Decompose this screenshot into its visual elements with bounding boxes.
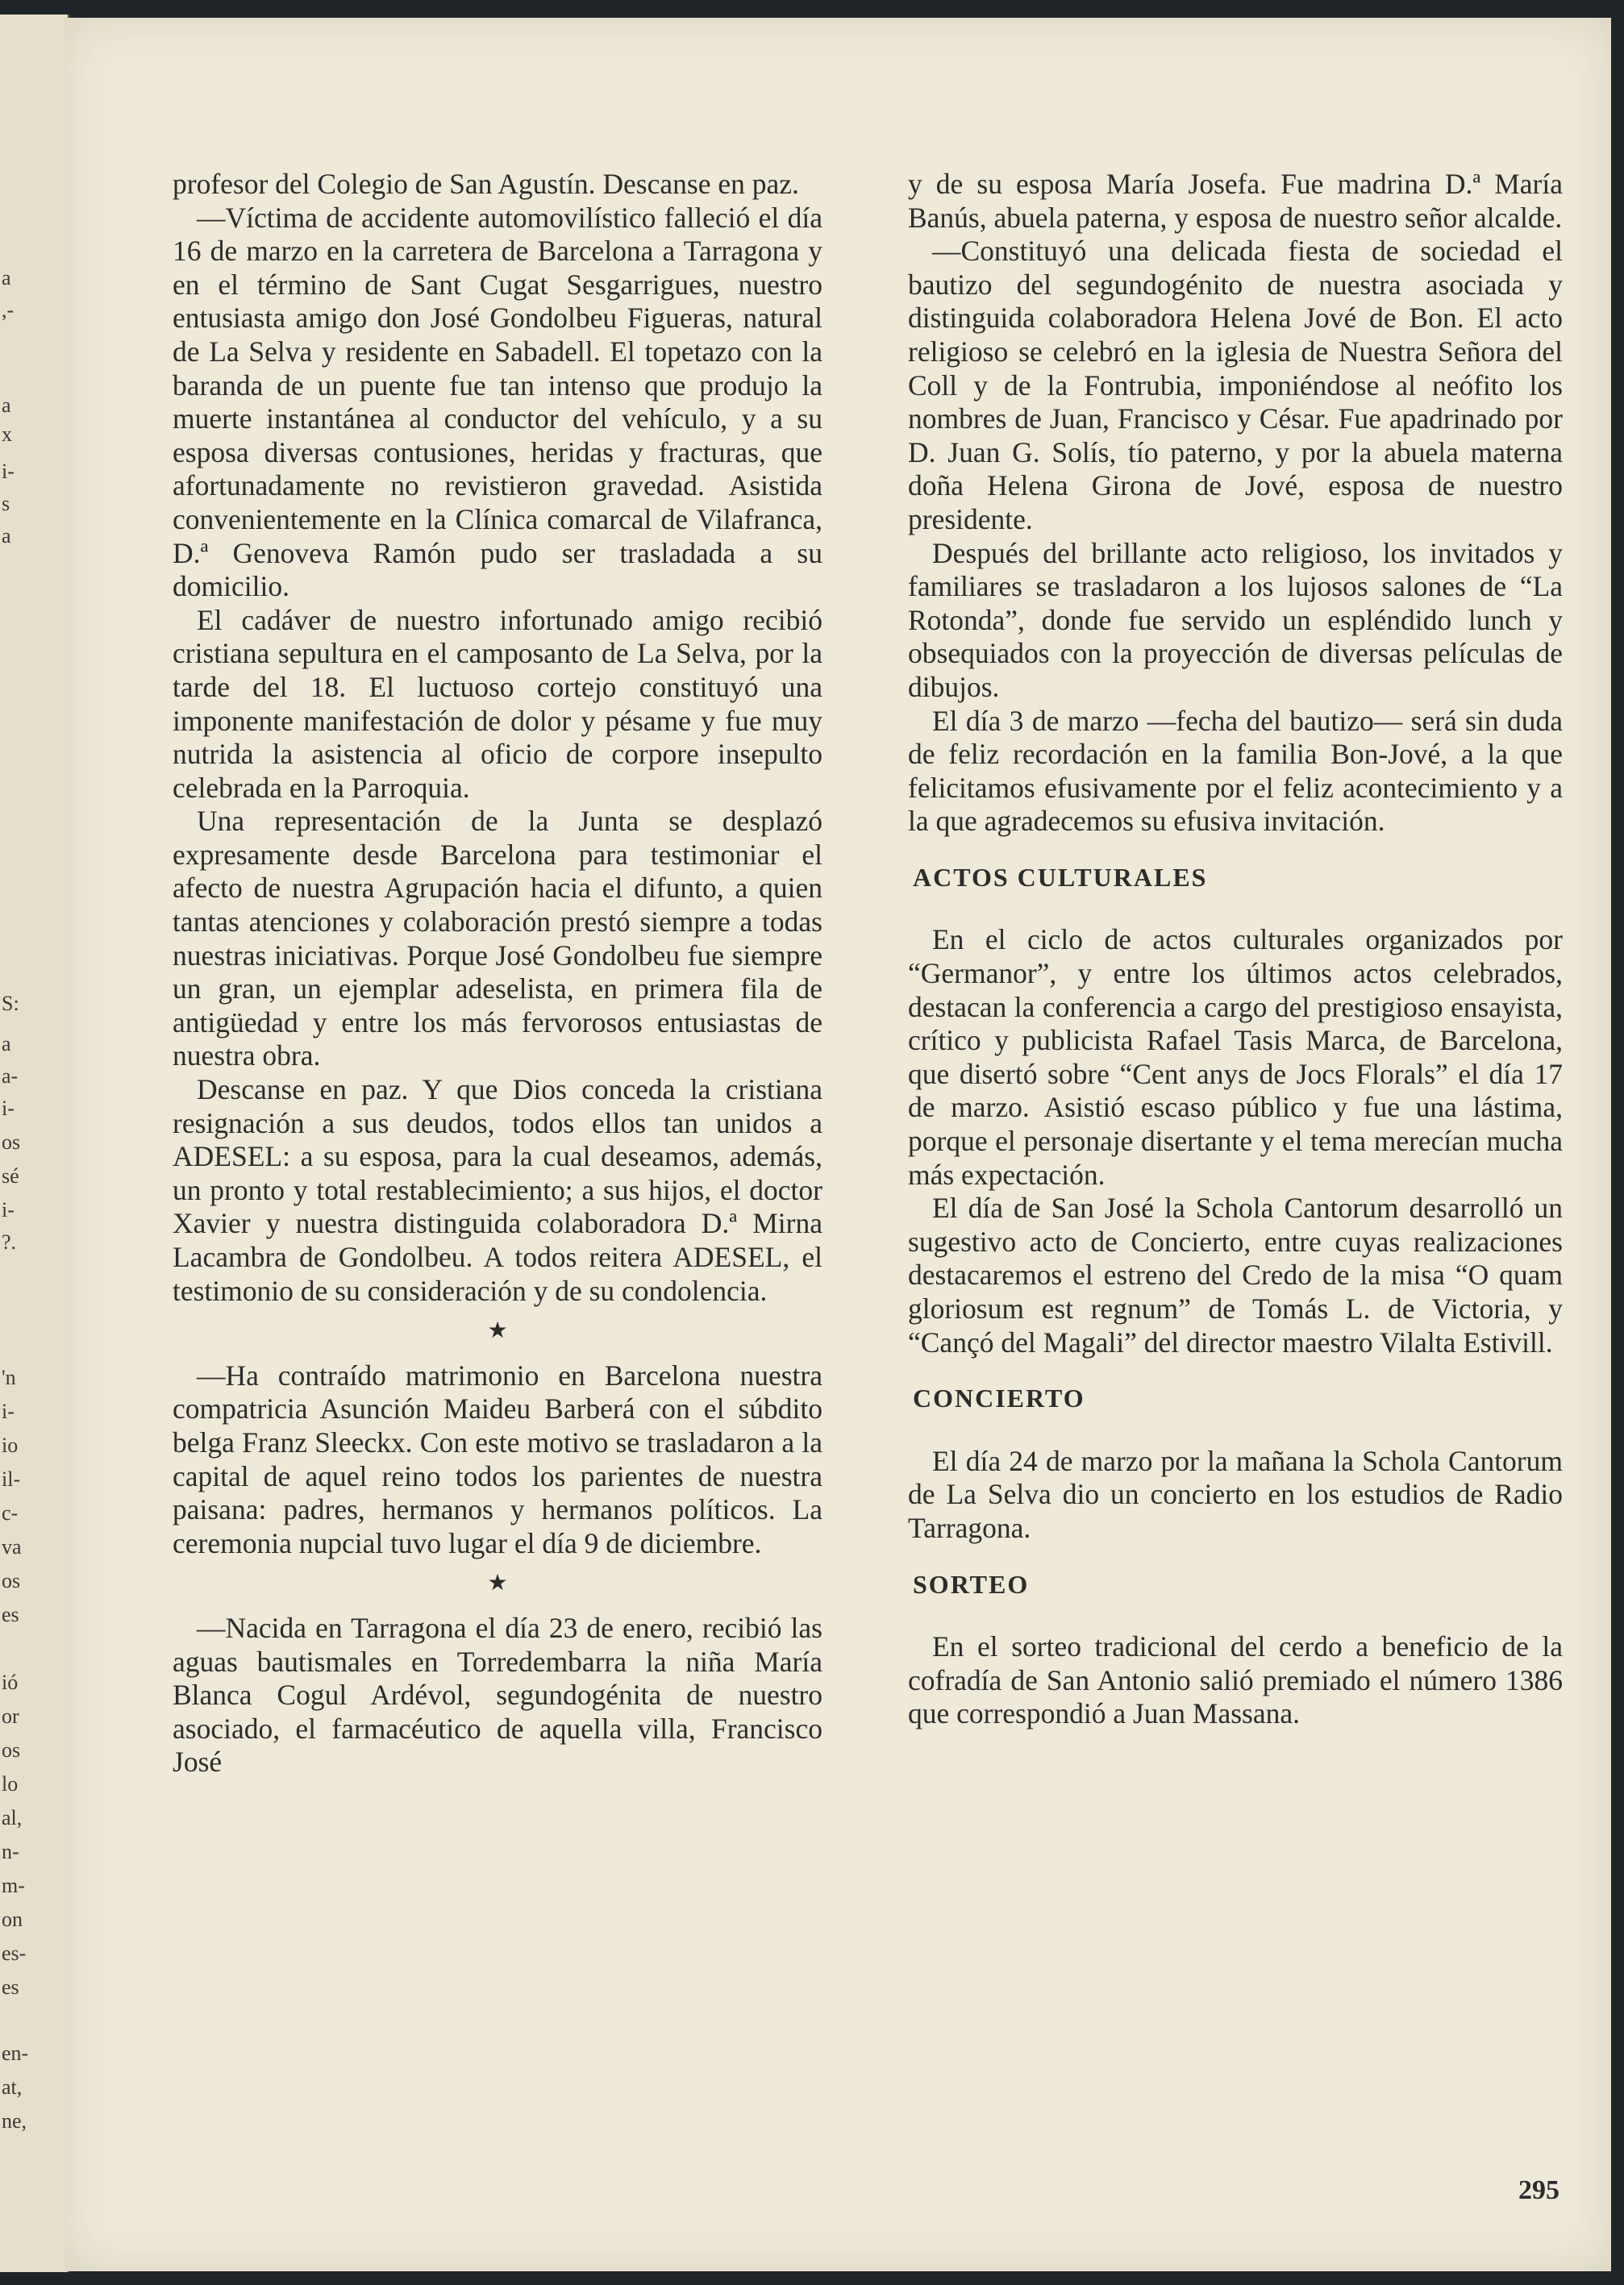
prev-page-fragment: es	[2, 1603, 19, 1626]
prev-page-fragment: a	[2, 1032, 11, 1055]
page-number: 295	[1518, 2175, 1559, 2205]
paragraph: El día 24 de marzo por la mañana la Schola Cantorum de La Selva dio un concierto en los estudios de Radio Tarragona.	[908, 1444, 1563, 1544]
paragraph: El cadáver de nuestro infortunado amigo recibió cristiana sepultura en el camposanto de La Selva, por la tarde del 18. El luctuoso cortejo constituyó una imponente manifestación de dolor y pésame y fue muy nutrida la asistencia al oficio de corpore insepulto celebrada en la Parroquia.	[173, 603, 822, 804]
section-heading-actos-culturales: ACTOS CULTURALES	[913, 862, 1208, 892]
prev-page-fragment: a	[2, 266, 11, 289]
prev-page-fragment: va	[2, 1535, 22, 1559]
prev-page-fragment: es-	[2, 1942, 27, 1965]
prev-page-fragment: 'n	[2, 1366, 16, 1389]
paragraph: Descanse en paz. Y que Dios conceda la cristiana resignación a sus deudos, todos ellos tan unidos a ADESEL: a su esposa, para la cual deseamos, además, un pronto y total restablecimiento; a sus hijos, el doctor Xavier y nuestra distinguida colaboradora D.ª Mirna Lacambra de Gondolbeu. A todos reitera ADESEL, el testimonio de su consideración y de su condolencia.	[173, 1073, 822, 1307]
prev-page-fragment: ?.	[2, 1230, 17, 1254]
prev-page-fragment: os	[2, 1130, 21, 1154]
prev-page-fragment: i-	[2, 1400, 15, 1423]
prev-page-fragment: x	[2, 422, 12, 446]
paragraph: y de su esposa María Josefa. Fue madrina D.ª María Banús, abuela paterna, y esposa de nuestro señor alcalde.	[908, 168, 1563, 234]
prev-page-fragment: es	[2, 1975, 19, 1999]
paragraph: Una representación de la Junta se desplazó expresamente desde Barcelona para testimoniar el afecto de nuestra Agrupación hacia el difunto, a quien tantas atenciones y colaboración prestó siempre a todas nuestras iniciativas. Porque José Gondolbeu fue siempre un gran, un ejemplar adeselista, en primera fila de antigüedad y entre los más fervorosos entusiastas de nuestra obra.	[173, 805, 822, 1072]
prev-page-fragment: m-	[2, 1874, 25, 1897]
prev-page-fragment: al,	[2, 1806, 23, 1829]
paragraph: El día 3 de marzo —fecha del bautizo— será sin duda de feliz recordación en la familia Bon-Jové, a la que felicitamos efusivamente por el feliz acontecimiento y a la que agradecemos su efusiva invitación.	[908, 704, 1563, 838]
prev-page-fragment: en-	[2, 2042, 29, 2065]
paragraph: En el ciclo de actos culturales organizados por “Germanor”, y entre los últimos actos celebrados, destacan la conferencia a cargo del prestigioso ensayista, crítico y publicista Rafael Tasis Marca, de Barcelona, que disertó sobre “Cent anys de Jocs Florals” el día 17 de marzo. Asistió escaso público y fue una lástima, porque el personaje disertante y el tema merecían mucha más expectación.	[908, 923, 1563, 1191]
prev-page-fragment: a	[2, 524, 11, 547]
left-column	[173, 168, 822, 1779]
section-heading-concierto: CONCIERTO	[913, 1384, 1085, 1413]
prev-page-fragment: i-	[2, 1198, 15, 1222]
paragraph: En el sorteo tradicional del cerdo a beneficio de la cofradía de San Antonio salió premiado el número 1386 que correspondió a Juan Massana.	[908, 1630, 1563, 1730]
prev-page-fragment: ió	[2, 1671, 19, 1694]
prev-page-fragment: os	[2, 1569, 21, 1592]
right-column	[908, 168, 1563, 1731]
prev-page-fragment: n-	[2, 1840, 19, 1863]
prev-page-fragment: a-	[2, 1064, 19, 1088]
paragraph: Después del brillante acto religioso, los invitados y familiares se trasladaron a los lujosos salones de “La Rotonda”, donde fue servido un espléndido lunch y obsequiados con la proyección de diversas películas de dibujos.	[908, 536, 1563, 703]
magazine-page	[65, 18, 1611, 2271]
paragraph: —Nacida en Tarragona el día 23 de enero, recibió las aguas bautismales en Torredembarra la niña María Blanca Cogul Ardévol, segundogénita de nuestro asociado, el farmacéutico de aquella villa, Francisco José	[173, 1611, 822, 1779]
prev-page-fragment: io	[2, 1434, 19, 1457]
paragraph: —Constituyó una delicada fiesta de sociedad el bautizo del segundogénito de nuestra asociada y distinguida colaboradora Helena Jové de Bon. El acto religioso se celebró en la iglesia de Nuestra Señora del Coll y de la Fontrubia, imponiéndose al neófito los nombres de Juan, Francisco y César. Fue apadrinado por D. Juan G. Solís, tío paterno, y por la abuela materna doña Helena Girona de Jové, esposa de nuestro presidente.	[908, 235, 1563, 535]
paragraph: —Ha contraído matrimonio en Barcelona nuestra compatricia Asunción Maideu Barberá con el súbdito belga Franz Sleeckx. Con este motivo se trasladaron a la capital de aquel reino todos los parientes de nuestra paisana: padres, hermanos y hermanos políticos. La ceremonia nupcial tuvo lugar el día 9 de diciembre.	[173, 1359, 822, 1559]
prev-page-fragment: ne,	[2, 2109, 27, 2133]
prev-page-fragment: or	[2, 1704, 19, 1728]
prev-page-fragment: on	[2, 1908, 23, 1931]
paragraph: —Víctima de accidente automovilístico falleció el día 16 de marzo en la carretera de Barcelona a Tarragona y en el término de Sant Cugat Sesgarrigues, nuestro entusiasta amigo don José Gondolbeu Figueras, natural de La Selva y residente en Sabadell. El topetazo con la baranda de un puente fue tan intenso que produjo la muerte instantánea al conductor del vehículo, y a su esposa diversas contusiones, heridas y fracturas, que afortunadamente no revistieron gravedad. Asistida convenientemente en la Clínica comarcal de Vilafranca, D.ª Genoveva Ramón pudo ser trasladada a su domicilio.	[173, 201, 822, 603]
paragraph: profesor del Colegio de San Agustín. Descanse en paz.	[173, 168, 799, 200]
prev-page-fragment: os	[2, 1738, 21, 1762]
section-heading-sorteo: SORTEO	[913, 1569, 1030, 1599]
prev-page-fragment: lo	[2, 1772, 19, 1796]
prev-page-fragment: s	[2, 492, 10, 515]
star-separator: ★	[487, 1318, 508, 1344]
prev-page-fragment: ,-	[2, 298, 15, 322]
prev-page-fragment: sé	[2, 1164, 19, 1188]
star-separator: ★	[487, 1571, 508, 1596]
prev-page-fragment: at,	[2, 2075, 23, 2099]
prev-page-fragment: S:	[2, 992, 19, 1015]
previous-page-edge	[0, 15, 70, 2272]
paragraph: El día de San José la Schola Cantorum desarrolló un sugestivo acto de Concierto, entre cuyas realizaciones destacaremos el estreno del Credo de la misa “O quam gloriosum est regnum” de Tomás L. de Victoria, y “Cançó del Magali” del director maestro Vilalta Estivill.	[908, 1192, 1563, 1359]
prev-page-fragment: a	[2, 393, 11, 417]
prev-page-fragment: i-	[2, 460, 15, 483]
prev-page-fragment: i-	[2, 1097, 15, 1120]
prev-page-fragment: c-	[2, 1501, 19, 1525]
prev-page-fragment: il-	[2, 1467, 21, 1491]
